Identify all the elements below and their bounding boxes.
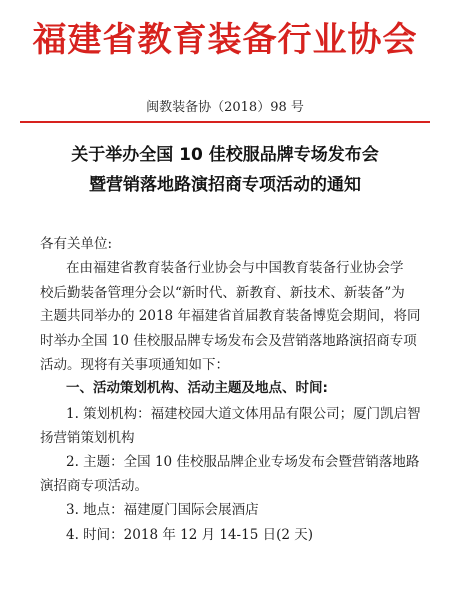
organization-name: 福建省教育装备行业协会 [32,20,418,60]
salutation: 各有关单位: [40,236,113,252]
paragraph-line: 时举办全国 10 佳校服品牌专场发布会及营销落地路演招商专项 [40,333,417,349]
notice-title-line-2: 暨营销落地路演招商专项活动的通知 [89,175,361,195]
section-heading-1: 一、活动策划机构、活动主题及地点、时间: [66,380,328,396]
notice-title-line-1: 关于举办全国 10 佳校服品牌专场发布会 [71,145,379,165]
paragraph-line: 在由福建省教育装备行业协会与中国教育装备行业协会学 [66,260,404,276]
paragraph-line: 校后勤装备管理分会以“新时代、新教育、新技术、新装备”为 [40,285,405,301]
paragraph-line: 活动。现将有关事项通知如下： [40,357,229,373]
item-2-line-1: 2. 主题：全国 10 佳校服品牌企业专场发布会暨营销落地路 [66,454,420,470]
document-number: 闽教装备协（2018）98 号 [146,100,304,115]
item-1-line-2: 扬营销策划机构 [40,430,135,446]
item-1-line-1: 1. 策划机构：福建校园大道文体用品有限公司；厦门凯启智 [66,406,421,422]
item-2-line-2: 演招商专项活动。 [40,478,148,494]
paragraph-line: 主题共同举办的 2018 年福建省首届教育装备博览会期间，将同 [40,308,421,324]
item-3: 3. 地点：福建厦门国际会展酒店 [66,502,259,518]
item-4: 4. 时间：2018 年 12 月 14-15 日(2 天) [66,527,313,543]
red-divider-line [20,121,430,123]
